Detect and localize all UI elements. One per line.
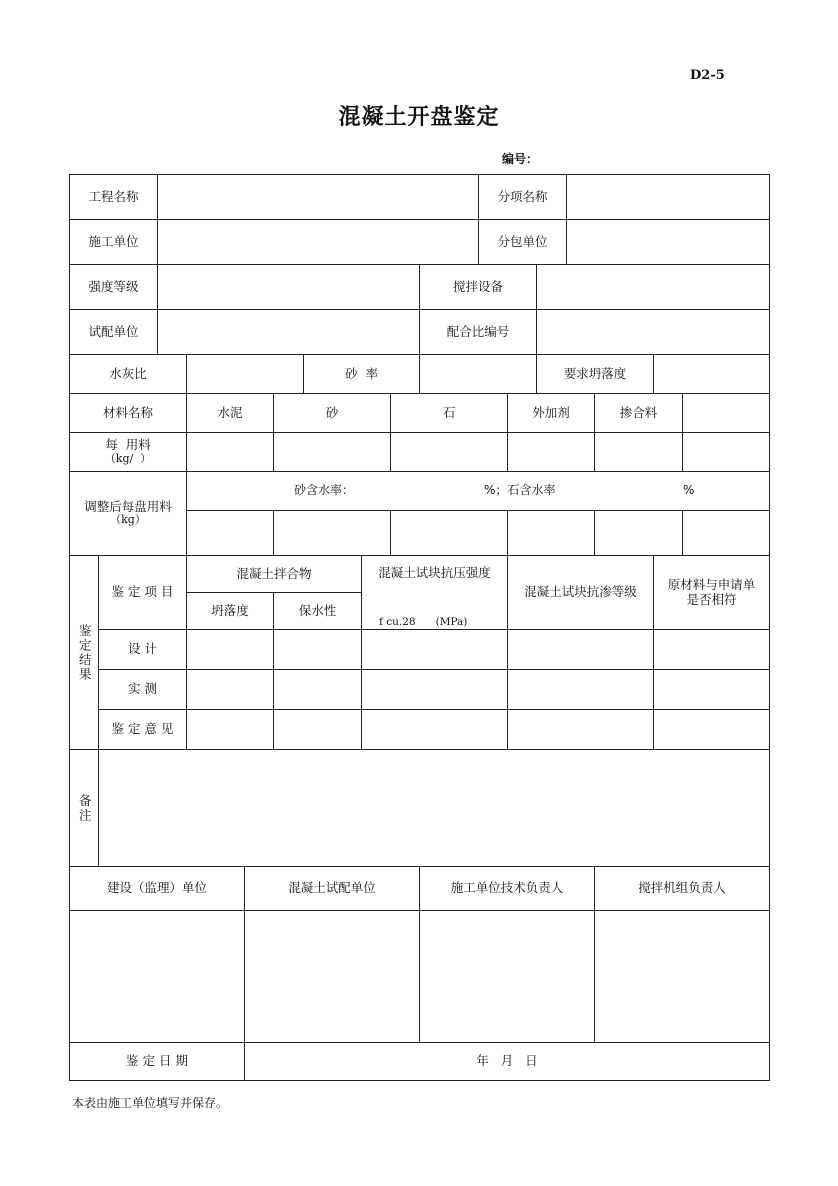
stone-moisture-label: %；石含水率 (484, 483, 556, 497)
material-name-label: 材料名称 (69, 393, 187, 433)
adjusted-batch-usage-label (69, 471, 187, 556)
adjusted-cement-field[interactable] (186, 510, 274, 556)
sub-item-name-label: 分项名称 (478, 174, 567, 220)
adjusted-extra-field[interactable] (682, 510, 770, 556)
material-sand-header: 砂 (273, 393, 391, 433)
subcontract-unit-field[interactable] (566, 219, 770, 265)
compressive-strength-header (361, 555, 508, 630)
remarks-field[interactable] (98, 749, 770, 867)
design-slump-field[interactable] (186, 629, 274, 670)
appraisal-item-label: 鉴 定 项 目 (98, 555, 187, 630)
conformity-header: 原材料与申请单是否相符 (653, 555, 770, 630)
measured-row-label: 实 测 (98, 669, 187, 710)
sand-moisture-label: 砂含水率： (294, 483, 355, 497)
form-code: D2-5 (690, 68, 725, 83)
sand-ratio-label: 砂 率 (303, 354, 420, 394)
appraisal-result-section-label (69, 555, 99, 750)
opinion-water-retention-field[interactable] (273, 709, 362, 750)
signature-header-mixer-lead: 搅拌机组负责人 (594, 866, 770, 911)
opinion-row-label: 鉴 定 意 见 (98, 709, 187, 750)
water-cement-ratio-label: 水灰比 (69, 354, 187, 394)
per-m3-stone-field[interactable] (390, 432, 508, 472)
serial-number-label: 编号： (502, 152, 539, 166)
per-m3-extra-field[interactable] (682, 432, 770, 472)
remarks-text: 备注 (77, 793, 93, 823)
design-compressive-strength-field[interactable] (361, 629, 508, 670)
mix-ratio-number-field[interactable] (536, 309, 770, 355)
appraisal-result-text: 鉴定结果 (77, 623, 93, 682)
strength-grade-label: 强度等级 (69, 264, 158, 310)
sub-item-name-field[interactable] (566, 174, 770, 220)
required-slump-label: 要求坍落度 (536, 354, 654, 394)
signature-supervisor-field[interactable] (69, 910, 245, 1043)
design-row-label: 设 计 (98, 629, 187, 670)
per-m3-cement-field[interactable] (186, 432, 274, 472)
opinion-slump-field[interactable] (186, 709, 274, 750)
sand-ratio-field[interactable] (419, 354, 537, 394)
material-extra-header (682, 393, 770, 433)
water-cement-ratio-field[interactable] (186, 354, 304, 394)
project-name-field[interactable] (157, 174, 479, 220)
measured-compressive-strength-field[interactable] (361, 669, 508, 710)
required-slump-field[interactable] (653, 354, 770, 394)
per-m3-admixture-field[interactable] (507, 432, 595, 472)
stone-moisture-percent: % (683, 483, 695, 497)
opinion-conformity-field[interactable] (653, 709, 770, 750)
per-m3-mineral-additive-field[interactable] (594, 432, 683, 472)
material-admixture-header: 外加剂 (507, 393, 595, 433)
water-retention-header: 保水性 (273, 592, 362, 630)
construction-unit-field[interactable] (157, 219, 479, 265)
adjusted-admixture-field[interactable] (507, 510, 595, 556)
compressive-strength-text: 混凝土试块抗压强度 (378, 565, 491, 580)
impermeability-header: 混凝土试块抗渗等级 (507, 555, 654, 630)
signature-trial-unit-field[interactable] (244, 910, 420, 1043)
slump-header: 坍落度 (186, 592, 274, 630)
mixing-equipment-label: 搅拌设备 (419, 264, 537, 310)
design-impermeability-field[interactable] (507, 629, 654, 670)
adjusted-stone-field[interactable] (390, 510, 508, 556)
design-water-retention-field[interactable] (273, 629, 362, 670)
footer-note: 本表由施工单位填写并保存。 (72, 1096, 229, 1110)
opinion-impermeability-field[interactable] (507, 709, 654, 750)
trial-unit-label: 试配单位 (69, 309, 158, 355)
signature-header-technical-lead: 施工单位技术负责人 (419, 866, 595, 911)
page-title: 混凝土开盘鉴定 (338, 105, 500, 130)
project-name-label: 工程名称 (69, 174, 158, 220)
mixture-header: 混凝土拌合物 (186, 555, 362, 593)
material-mineral-additive-header: 掺合料 (594, 393, 683, 433)
adjusted-batch-usage-text: 调整后每盘用料 (84, 498, 172, 514)
fcu28-unit-label: f cu.28 (MPa) (379, 615, 468, 628)
trial-unit-field[interactable] (157, 309, 420, 355)
appraisal-date-label: 鉴 定 日 期 (69, 1042, 245, 1081)
measured-slump-field[interactable] (186, 669, 274, 710)
signature-technical-lead-field[interactable] (419, 910, 595, 1043)
per-m3-usage-label (69, 432, 187, 472)
design-conformity-field[interactable] (653, 629, 770, 670)
signature-header-trial-unit: 混凝土试配单位 (244, 866, 420, 911)
per-m3-usage-text: 每 用料 (105, 437, 151, 453)
construction-unit-label: 施工单位 (69, 219, 158, 265)
moisture-content-row (186, 471, 770, 511)
adjusted-sand-field[interactable] (273, 510, 391, 556)
mixing-equipment-field[interactable] (536, 264, 770, 310)
per-m3-sand-field[interactable] (273, 432, 391, 472)
measured-water-retention-field[interactable] (273, 669, 362, 710)
appraisal-date-field[interactable]: 年 月 日 (244, 1042, 770, 1081)
remarks-label (69, 749, 99, 867)
opinion-compressive-strength-field[interactable] (361, 709, 508, 750)
measured-conformity-field[interactable] (653, 669, 770, 710)
signature-header-supervisor: 建设（监理）单位 (69, 866, 245, 911)
strength-grade-field[interactable] (157, 264, 420, 310)
adjusted-batch-usage-unit: （kg） (110, 513, 146, 527)
signature-mixer-lead-field[interactable] (594, 910, 770, 1043)
subcontract-unit-label: 分包单位 (478, 219, 567, 265)
material-cement-header: 水泥 (186, 393, 274, 433)
adjusted-mineral-additive-field[interactable] (594, 510, 683, 556)
material-stone-header: 石 (390, 393, 508, 433)
mix-ratio-number-label: 配合比编号 (419, 309, 537, 355)
per-m3-usage-unit: （kg/ ） (104, 451, 152, 465)
measured-impermeability-field[interactable] (507, 669, 654, 710)
